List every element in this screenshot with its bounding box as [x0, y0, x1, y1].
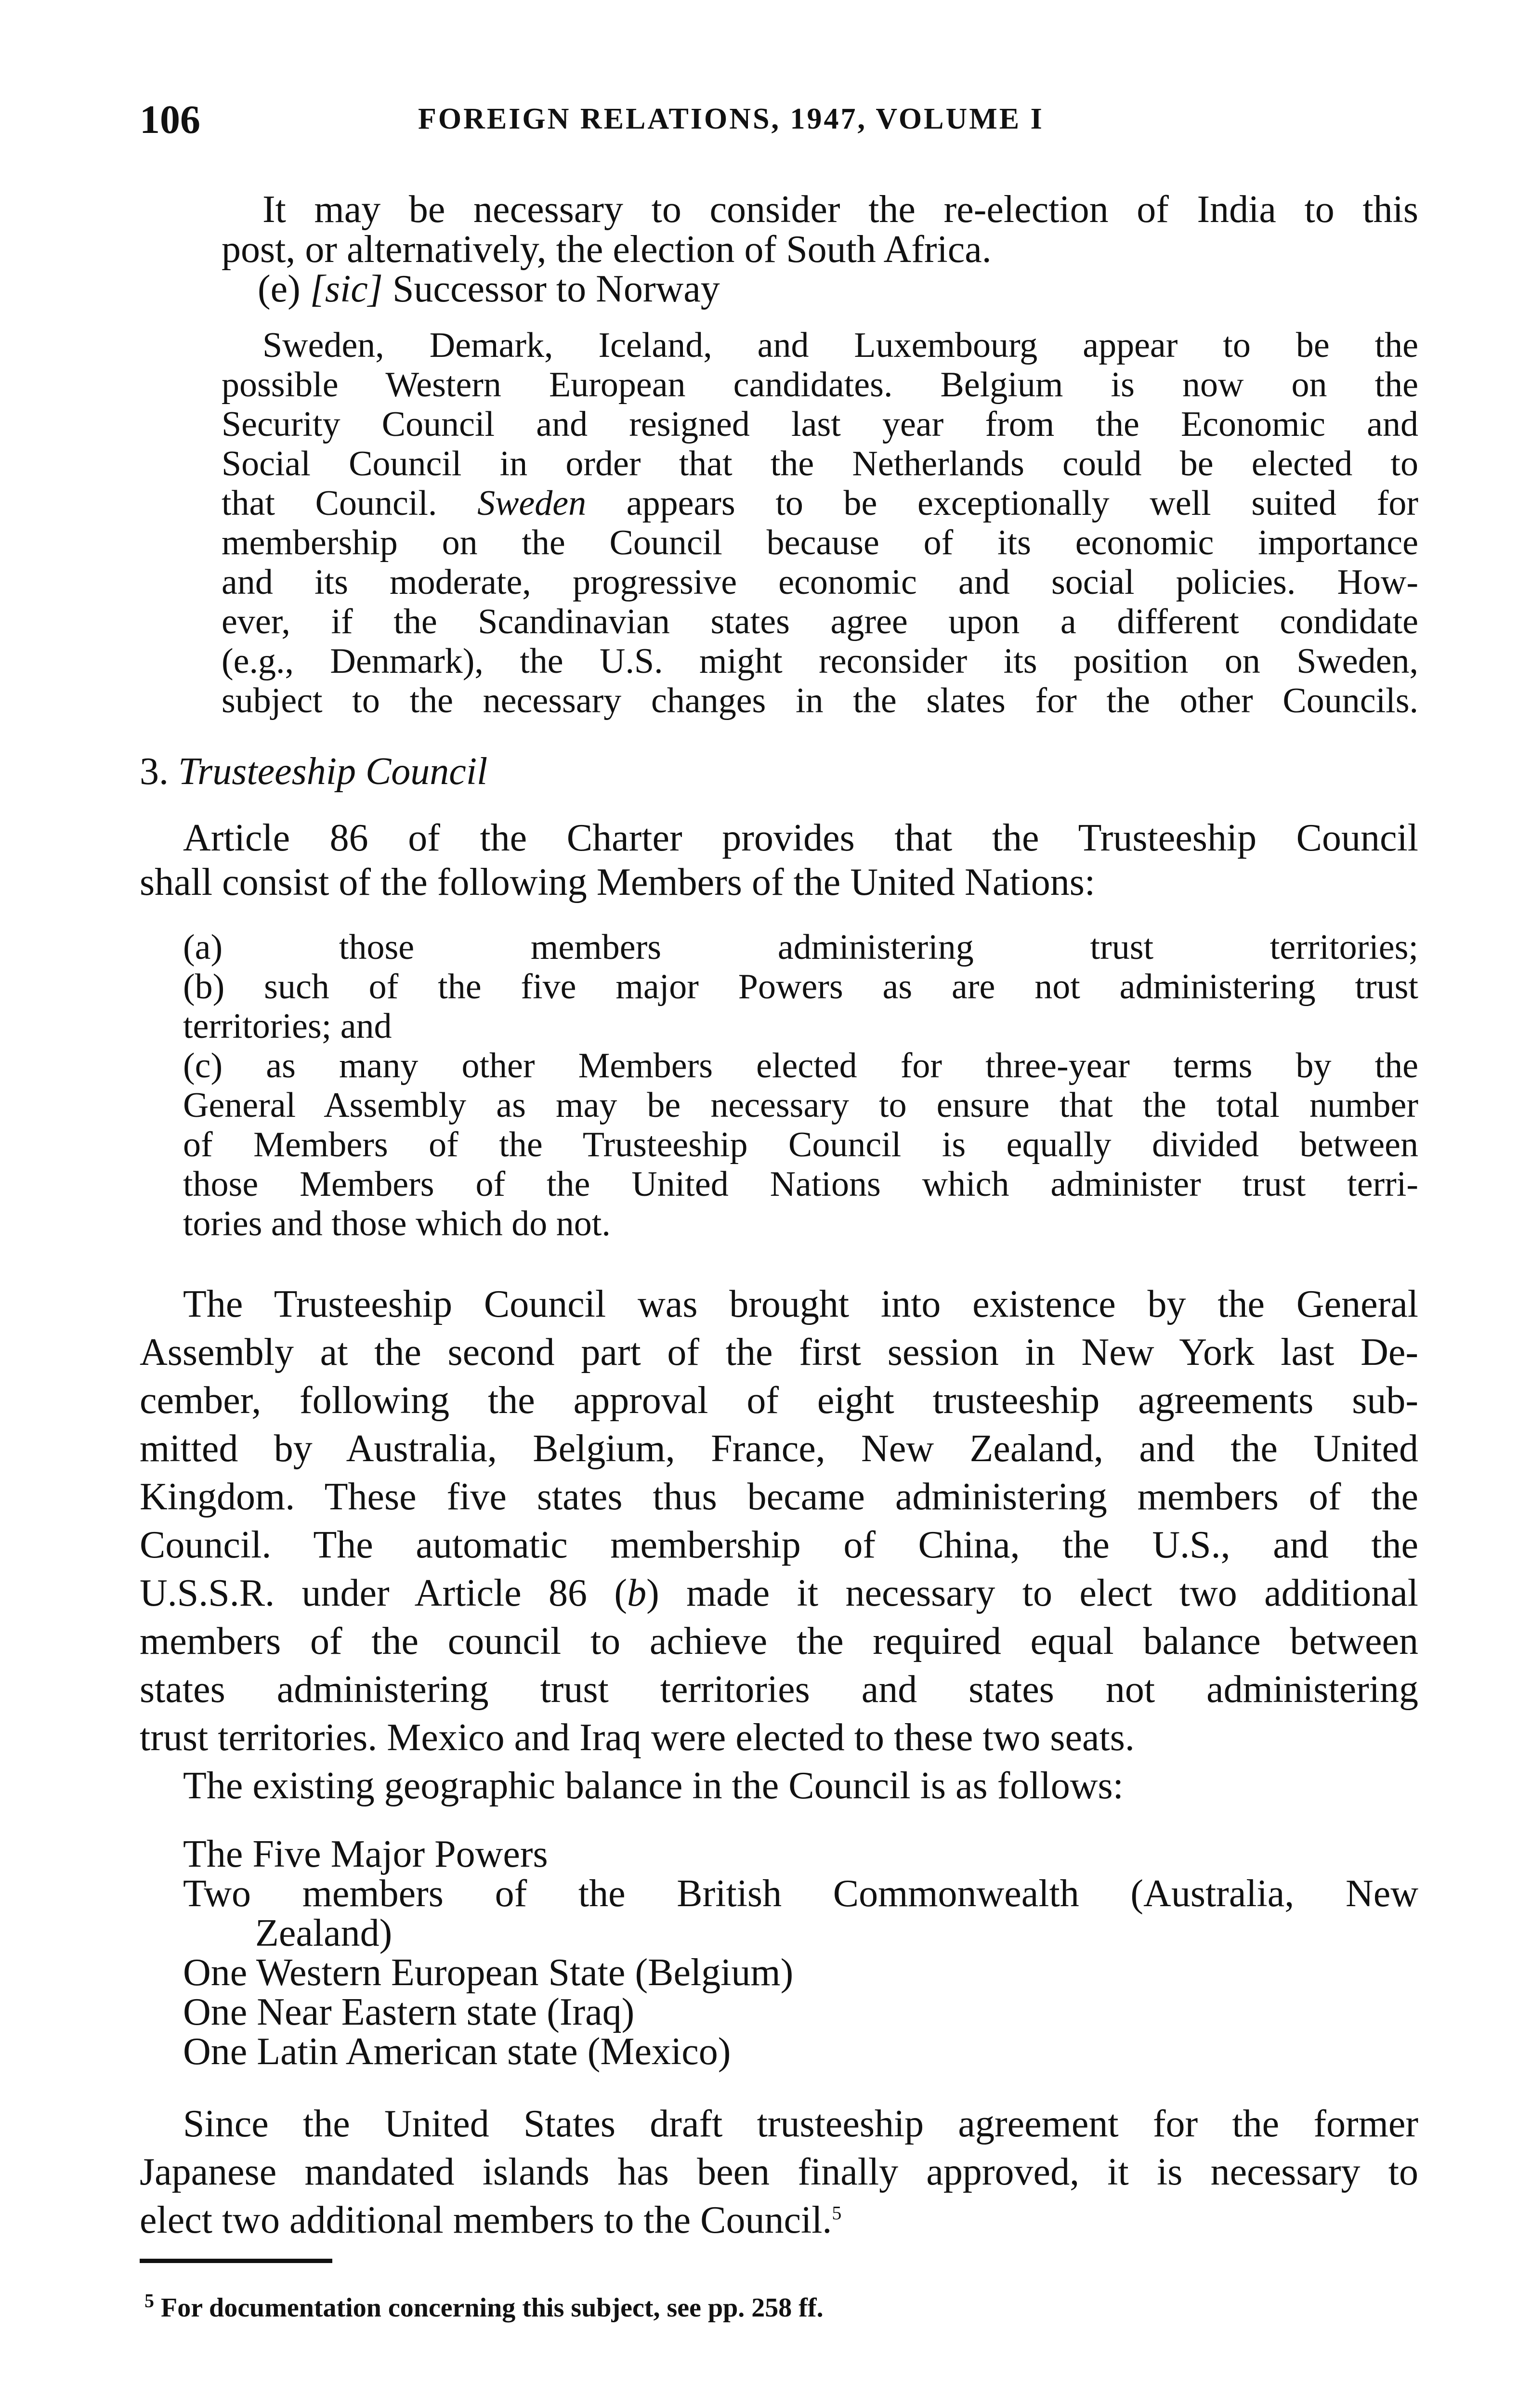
footnote — [144, 2292, 824, 2323]
text-line: of Members of the Trusteeship Council is equally divided between — [183, 1125, 1418, 1165]
list-item: (a) those members administering trust territories; — [183, 928, 1419, 967]
text-line: Assembly at the second part of the first session in New York last De- — [140, 1331, 1418, 1374]
footnote-ref: 5 — [832, 2202, 842, 2224]
text-line: The existing geographic balance in the Council is as follows: — [183, 1765, 1124, 1807]
running-head: FOREIGN RELATIONS, 1947, VOLUME I — [418, 103, 1044, 135]
text-line: cember, following the approval of eight trusteeship agreements sub- — [140, 1379, 1418, 1422]
section-title: Trusteeship Council — [178, 750, 488, 793]
balance-list-item: Two members of the British Commonwealth (Australia, New — [183, 1872, 1418, 1915]
balance-list-item: The Five Major Powers — [183, 1833, 548, 1875]
sic-note: [sic] — [310, 268, 383, 310]
footnote-divider — [140, 2259, 332, 2263]
text-line: The Trusteeship Council was brought into existence by the General — [183, 1283, 1418, 1325]
text-line: Article 86 of the Charter provides that the Trusteeship Council — [183, 817, 1418, 859]
text-line: Social Council in order that the Netherlands could be elected to — [222, 444, 1418, 484]
text-line: and its moderate, progressive economic and social policies. How- — [222, 563, 1418, 602]
page-number: 106 — [140, 97, 200, 142]
text-line: elect two additional members to the Council.$^5$ — [140, 2199, 842, 2241]
text-line: states administering trust territories and states not administering — [140, 1668, 1418, 1711]
footnote-text: For documentation concerning this subject, see pp. 258 ff. — [161, 2293, 824, 2323]
balance-list-item: One Latin American state (Mexico) — [183, 2030, 731, 2073]
list-item: (c) as many other Members elected for three-year terms by the — [183, 1046, 1419, 1086]
subsection-title: Successor to Norway — [392, 268, 720, 310]
text-line: It may be necessary to consider the re-election of India to this — [262, 188, 1418, 231]
text-line: Council. The automatic membership of China, the U.S., and the — [140, 1524, 1418, 1566]
section-number: 3. — [140, 750, 169, 793]
text-line: that Council. Sweden appears to be exceptionally well suited for — [222, 484, 1418, 523]
text-line: Kingdom. These five states thus became administering members of the — [140, 1476, 1418, 1518]
text-line: membership on the Council because of its economic importance — [222, 523, 1418, 563]
text-line: ever, if the Scandinavian states agree upon a different condidate — [222, 602, 1418, 641]
text-line: General Assembly as may be necessary to ensure that the total number — [183, 1086, 1418, 1125]
section-heading — [140, 752, 487, 791]
text-line: possible Western European candidates. Belgium is now on the — [222, 365, 1418, 405]
text-line: shall consist of the following Members of the United Nations: — [140, 861, 1096, 903]
subsection-label: (e) — [258, 268, 301, 310]
text-line: trust territories. Mexico and Iraq were elected to these two seats. — [140, 1716, 1135, 1759]
text-line: Sweden, Demark, Iceland, and Luxembourg appear to be the — [262, 326, 1418, 365]
text-line: Since the United States draft trusteeship agreement for the former — [183, 2103, 1418, 2145]
text-line: Zealand) — [255, 1912, 393, 1954]
text-line: Japanese mandated islands has been finally approved, it is necessary to — [140, 2151, 1418, 2193]
text-line: tories and those which do not. — [183, 1204, 611, 1243]
page-header — [140, 96, 1421, 154]
emphasis-sweden: Sweden — [477, 484, 587, 523]
footnote-marker: 5 — [144, 2290, 154, 2312]
text-line: post, or alternatively, the election of South Africa. — [222, 228, 992, 271]
subsection-heading — [258, 270, 720, 308]
text-line: those Members of the United Nations which administer trust terri- — [183, 1165, 1418, 1204]
balance-list-item: One Western European State (Belgium) — [183, 1951, 794, 1994]
text-line: mitted by Australia, Belgium, France, New Zealand, and the United — [140, 1427, 1418, 1470]
text-line: U.S.S.R. under Article 86 (b) made it necessary to elect two additional — [140, 1572, 1418, 1614]
text-line: members of the council to achieve the required equal balance between — [140, 1620, 1418, 1662]
balance-list-item: One Near Eastern state (Iraq) — [183, 1991, 635, 2033]
list-item: (b) such of the five major Powers as are not administering trust — [183, 967, 1418, 1007]
text-line: Security Council and resigned last year from the Economic and — [222, 405, 1418, 444]
text-line: (e.g., Denmark), the U.S. might reconsider its position on Sweden, — [222, 641, 1418, 681]
text-line: territories; and — [183, 1007, 392, 1046]
text-line: subject to the necessary changes in the slates for the other Councils. — [222, 681, 1418, 720]
